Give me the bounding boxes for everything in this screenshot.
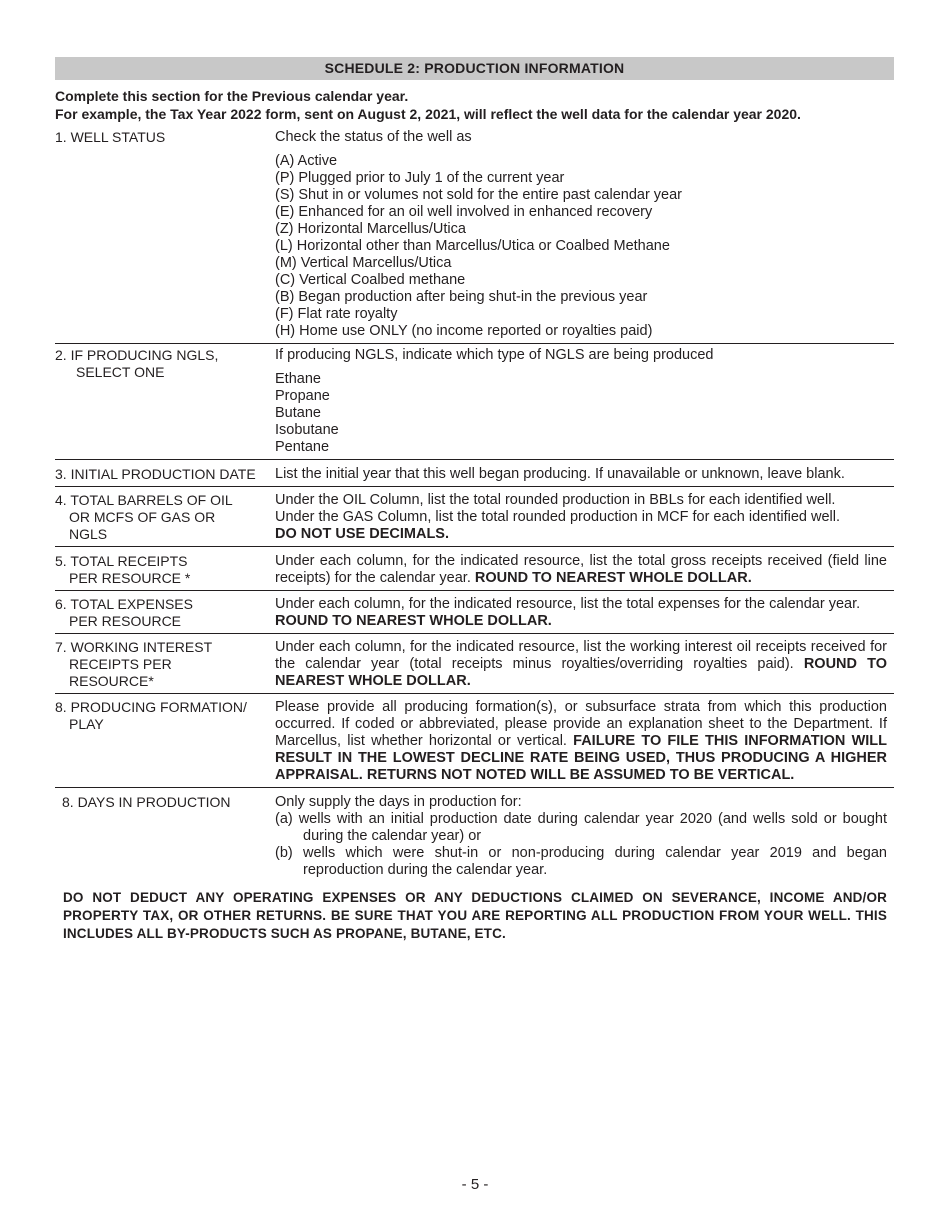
well-status-description [275,127,887,343]
status-option: (M) Vertical Marcellus/Utica [275,255,452,271]
total-barrels-row [55,487,894,547]
well-status-intro: Check the status of the well as [275,129,472,145]
total-expenses-row [55,591,894,634]
initial-date-description: List the initial year that this well began producing. If unavailable or unknown, leave blank. [275,466,845,482]
ngls-description [275,344,887,459]
ngls-option: Isobutane [275,422,339,438]
working-interest-description: Under each column, for the indicated resource, list the working interest oil receipts received for the calendar year (total receipts minus royalties/overriding royalties paid). ROUND TO NEAREST WHOLE DOLLAR. [275,639,887,689]
document-page [55,57,894,943]
ngls-intro: If producing NGLS, indicate which type of NGLS are being produced [275,347,714,363]
formation-label: 8. PRODUCING FORMATION/ PLAY [55,699,247,732]
status-option: (F) Flat rate royalty [275,306,398,322]
ngls-option: Pentane [275,439,330,455]
days-item-a: (a) wells with an initial production date during calendar year 2020 (and wells sold or bought during the calendar year) or [275,811,887,844]
days-row [55,788,894,882]
ngls-label: 2. IF PRODUCING NGLS, SELECT ONE [55,347,219,380]
well-status-label: 1. WELL STATUS [55,129,166,145]
days-label: 8. DAYS IN PRODUCTION [62,794,231,810]
ngls-option: Ethane [275,371,321,387]
total-expenses-description: Under each column, for the indicated resource, list the total expenses for the calendar year. ROUND TO NEAREST WHOLE DOLLAR. [275,596,861,629]
ngls-row [55,344,894,460]
formation-description: Please provide all producing formation(s), or subsurface strata from which this production occurred. If coded or abbreviated, please provide an explanation sheet to the Department. If Marcellus, list whether horizontal or vertical. FAILURE TO FILE THIS INFORMATION WILL RESULT IN THE LOWEST DECLINE RATE BEING USED, THUS PRODUCING A HIGHER APPRAISAL. RETURNS NOT NOTED WILL BE ASSUMED TO BE VERTICAL. [275,699,888,783]
status-option: (H) Home use ONLY (no income reported or royalties paid) [275,323,653,339]
total-barrels-description: Under the OIL Column, list the total rounded production in BBLs for each identified well. Under the GAS Column, list the total rounded production in MCF for each identified well. DO NOT USE DECIMALS. [275,492,840,542]
total-barrels-label: 4. TOTAL BARRELS OF OIL OR MCFS OF GAS OR NGLS [55,492,233,542]
intro-line-2: For example, the Tax Year 2022 form, sent on August 2, 2021, will reflect the well data for the calendar year 2020. [55,106,801,122]
status-option: (C) Vertical Coalbed methane [275,272,466,288]
initial-date-label: 3. INITIAL PRODUCTION DATE [55,466,256,482]
schedule-title: SCHEDULE 2: PRODUCTION INFORMATION [55,57,894,80]
status-option: (P) Plugged prior to July 1 of the current year [275,170,565,186]
ngls-option: Propane [275,388,330,404]
formation-row [55,694,894,788]
total-receipts-description: Under each column, for the indicated resource, list the total gross receipts received (field line receipts) for the calendar year. ROUND TO NEAREST WHOLE DOLLAR. [275,553,887,586]
initial-date-row [55,460,894,487]
intro-instructions [55,87,894,123]
working-interest-label: 7. WORKING INTEREST RECEIPTS PER RESOURCE* [55,639,213,689]
status-option: (L) Horizontal other than Marcellus/Utica or Coalbed Methane [275,238,670,254]
status-option: (E) Enhanced for an oil well involved in enhanced recovery [275,204,653,220]
status-option: (A) Active [275,153,338,169]
days-item-b: (b) wells which were shut-in or non-producing during calendar year 2019 and began reproduction during the calendar year. [275,845,887,878]
ngls-option: Butane [275,405,321,421]
working-interest-row [55,634,894,694]
total-receipts-row [55,547,894,591]
well-status-row [55,127,894,344]
days-description: Only supply the days in production for: (a) wells with an initial production date during calendar year 2020 (and wells sold or bought during the calendar year) or (b) wells which were shut-in or non-producing during calendar year 2019 and began reproduction during the calendar year. [275,794,887,878]
deduction-notice: DO NOT DEDUCT ANY OPERATING EXPENSES OR ANY DEDUCTIONS CLAIMED ON SEVERANCE, INCOME AND/OR PROPERTY TAX, OR OTHER RETURNS. BE SURE THAT YOU ARE REPORTING ALL PRODUCTION FROM YOUR WELL. THIS INCLUDES ALL BY-PRODUCTS SUCH AS PROPANE, BUTANE, ETC. [63,890,887,941]
intro-line-1: Complete this section for the Previous calendar year. [55,88,409,104]
total-receipts-label: 5. TOTAL RECEIPTS PER RESOURCE * [55,553,191,586]
well-status-options [275,153,887,340]
status-option: (Z) Horizontal Marcellus/Utica [275,221,466,237]
total-expenses-label: 6. TOTAL EXPENSES PER RESOURCE [55,596,193,629]
status-option: (B) Began production after being shut-in the previous year [275,289,648,305]
status-option: (S) Shut in or volumes not sold for the entire past calendar year [275,187,683,203]
page-number: - 5 - [461,1176,489,1193]
